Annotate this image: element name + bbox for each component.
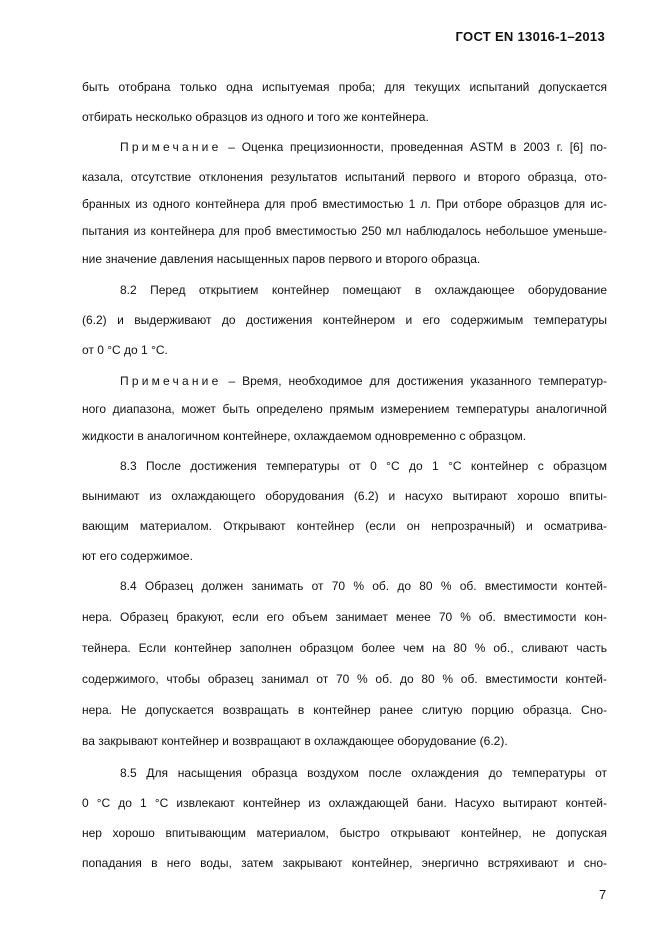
clause-8-3-first-line: 8.3 После достижения температуры от 0 °С до 1 °С контейнер с образцом [120,459,607,473]
note-2-first-line [120,373,607,389]
text-line: пытания из контейнера для проб вместимостью 250 мл наблюдалось небольшое уменьше- [82,224,607,238]
note-text: – Оценка прецизионности, проведенная ASTM в 2003 г. [6] по- [228,140,607,154]
text-line: отбирать несколько образцов из одного и того же контейнера. [82,110,429,124]
text-line: вынимают из охлаждающего оборудования (6.2) и насухо вытирают хорошо впиты- [82,489,607,503]
document-code-header: ГОСТ EN 13016-1–2013 [455,29,605,44]
text-line: ного диапазона, может быть определено прямым измерением температуры аналогичной [82,402,607,416]
text-line: бранных из одного контейнера для проб вместимостью 1 л. При отборе образцов для ис- [82,197,607,211]
note-label: Примечание [120,374,222,388]
page-number: 7 [599,887,607,902]
note-text: – Время, необходимое для достижения указанного температур- [228,374,607,388]
text-line: жидкости в аналогичном контейнере, охлаждаемом одновременно с образцом. [82,429,527,443]
text-line: нер хорошо впитывающим материалом, быстро открывают контейнер, не допуская [82,826,607,840]
note-label: Примечание [120,140,222,154]
clause-8-4-first-line: 8.4 Образец должен занимать от 70 % об. до 80 % об. вместимости контей- [120,579,607,593]
text-line: содержимого, чтобы образец занимал от 70 % об. до 80 % об. вместимости контей- [82,672,607,686]
text-line: нера. Образец бракуют, если его объем занимает менее 70 % об. вместимости кон- [82,610,607,624]
clause-8-5-first-line: 8.5 Для насыщения образца воздухом после охлаждения до температуры от [120,766,607,780]
text-line: попадания в него воды, затем закрывают контейнер, энергично встряхивают и сно- [82,856,607,870]
text-line: казала, отсутствие отклонения результатов испытаний первого и второго образца, ото- [82,170,607,184]
text-line: нера. Не допускается возвращать в контейнер ранее слитую порцию образца. Сно- [82,703,607,717]
clause-8-2-first-line: 8.2 Перед открытием контейнер помещают в охлаждающее оборудование [120,283,607,297]
text-line: быть отобрана только одна испытуемая проба; для текущих испытаний допускается [82,80,607,94]
text-line: вающим материалом. Открывают контейнер (если он непрозрачный) и осматрива- [82,519,607,533]
text-line: 0 °С до 1 °С извлекают контейнер из охлаждающей бани. Насухо вытирают контей- [82,796,607,810]
text-line: от 0 °С до 1 °С. [82,343,168,357]
text-line: ют его содержимое. [82,549,193,563]
text-line: (6.2) и выдерживают до достижения контейнером и его содержимым температуры [82,313,607,327]
note-1-first-line [120,139,607,155]
text-line: тейнера. Если контейнер заполнен образцом более чем на 80 % об., сливают часть [82,641,607,655]
text-line: ние значение давления насыщенных паров первого и второго образца. [82,252,481,266]
text-line: ва закрывают контейнер и возвращают в охлаждающее оборудование (6.2). [82,734,508,748]
